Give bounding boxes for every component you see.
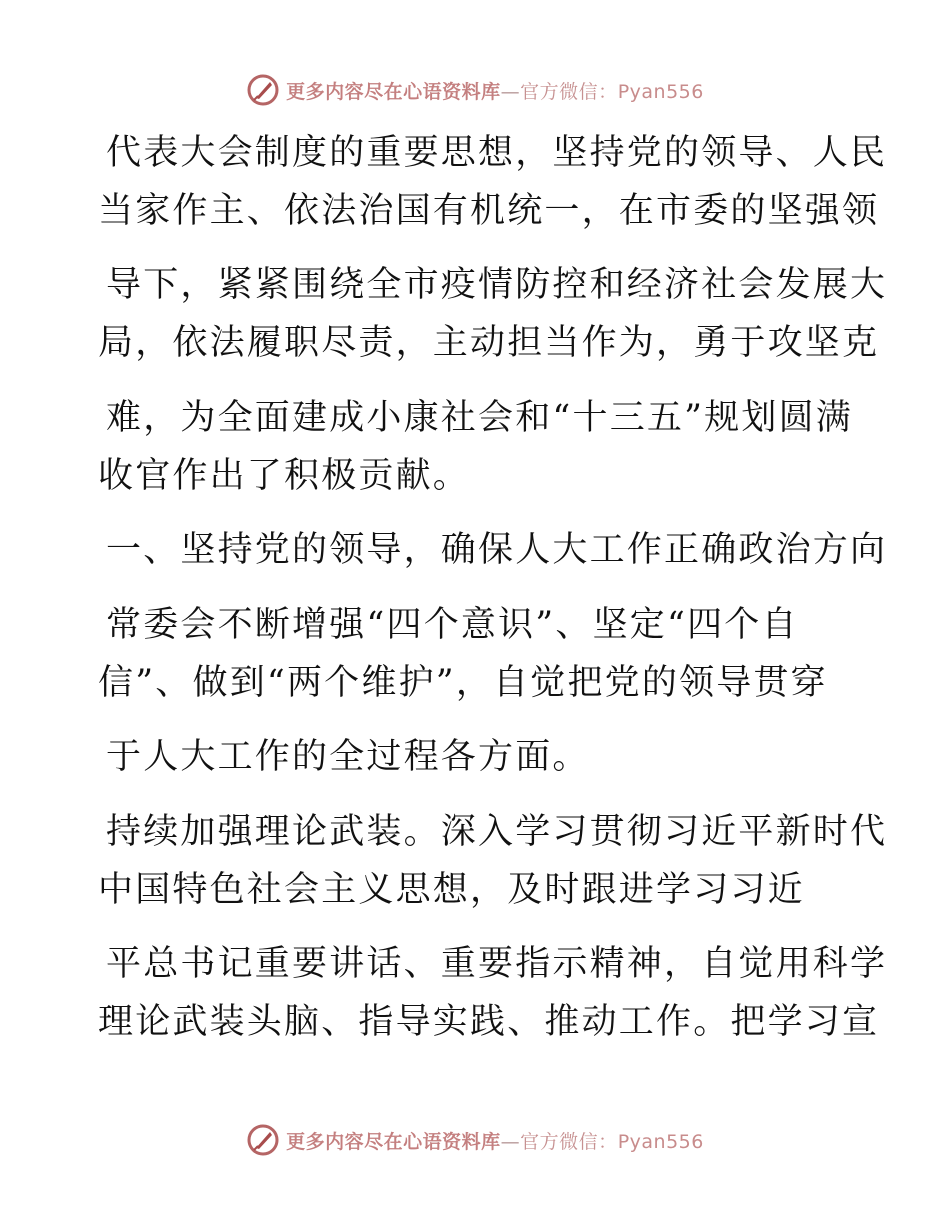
text-line: 持续加强理论武装。深入学习贯彻习近平新时代	[106, 812, 888, 852]
text-line: 代表大会制度的重要思想，坚持党的领导、人民	[106, 133, 888, 173]
watermark-label: 官方微信：	[520, 1130, 618, 1153]
watermark-account: Pyan556	[617, 1130, 704, 1153]
text-line: 难，为全面建成小康社会和“十三五”规划圆满	[106, 398, 853, 438]
footer-watermark	[0, 1120, 950, 1160]
text-line: 常委会不断增强“四个意识”、坚定“四个自	[106, 605, 799, 645]
text-line: 理论武装头脑、指导实践、推动工作。把学习宣	[98, 1002, 880, 1042]
watermark-brand: 更多内容尽在心语资料库	[286, 80, 501, 103]
text-line: 中国特色社会主义思想，及时跟进学习习近	[98, 870, 805, 910]
text-line: 局，依法履职尽责，主动担当作为，勇于攻坚克	[98, 323, 880, 363]
section-heading: 一、坚持党的领导，确保人大工作正确政治方向	[106, 530, 888, 570]
text-line: 当家作主、依法治国有机统一，在市委的坚强领	[98, 191, 880, 231]
text-line: 收官作出了积极贡献。	[98, 456, 471, 496]
watermark-account: Pyan556	[617, 80, 704, 103]
watermark-text	[286, 1127, 704, 1154]
text-line: 信”、做到“两个维护”，自觉把党的领导贯穿	[98, 663, 828, 703]
watermark-label: 官方微信：	[520, 80, 618, 103]
watermark-separator: —	[500, 1130, 521, 1153]
text-line: 导下，紧紧围绕全市疫情防控和经济社会发展大	[106, 265, 888, 305]
watermark-separator: —	[500, 80, 521, 103]
text-line: 于人大工作的全过程各方面。	[106, 737, 590, 777]
text-line: 平总书记重要讲话、重要指示精神，自觉用科学	[106, 944, 888, 984]
quill-in-circle-icon	[246, 1123, 280, 1157]
watermark-brand: 更多内容尽在心语资料库	[286, 1130, 501, 1153]
